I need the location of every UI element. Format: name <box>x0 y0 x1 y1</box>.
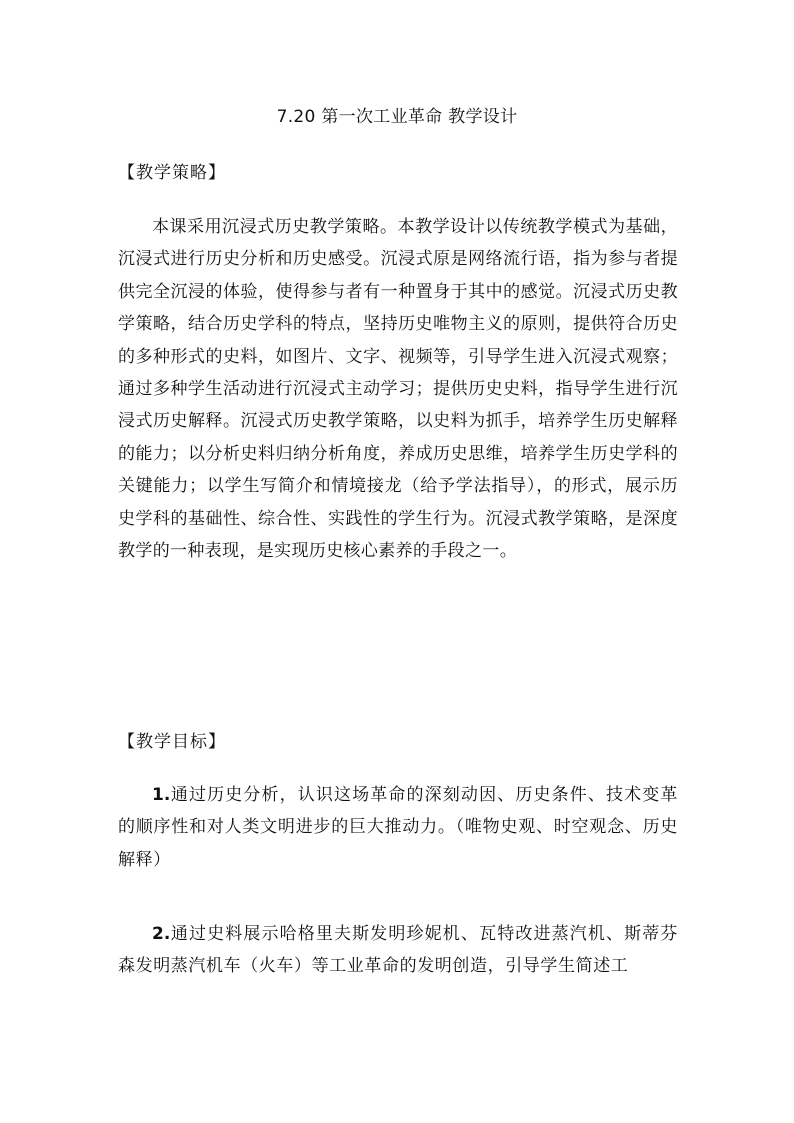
objective-number-1: 1. <box>152 785 171 805</box>
objective-text-2: 通过史料展示哈格里夫斯发明珍妮机、瓦特改进蒸汽机、斯蒂芬森发明蒸汽机车（火车）等工业革命的发明创造，引导学生简述工 <box>118 924 678 977</box>
section-heading-strategy: 【教学策略】 <box>118 163 226 183</box>
objective-item-1 <box>118 779 678 876</box>
document-title: 7.20 第一次工业革命 教学设计 <box>276 107 518 127</box>
objective-item-2 <box>118 918 678 983</box>
objective-number-2: 2. <box>152 924 171 944</box>
section-heading-objectives: 【教学目标】 <box>118 732 226 752</box>
strategy-paragraph: 本课采用沉浸式历史教学策略。本教学设计以传统教学模式为基础，沉浸式进行历史分析和历史感受。沉浸式原是网络流行语，指为参与者提供完全沉浸的体验，使得参与者有一种置身于其中的感觉。沉浸式历史教学策略，结合历史学科的特点，坚持历史唯物主义的原则，提供符合历史的多种形式的史料，如图片、文字、视频等，引导学生进入沉浸式观察；通过多种学生活动进行沉浸式主动学习；提供历史史料，指导学生进行沉浸式历史解释。沉浸式历史教学策略，以史料为抓手，培养学生历史解释的能力；以分析史料归纳分析角度，养成历史思维，培养学生历史学科的关键能力；以学生写简介和情境接龙（给予学法指导），的形式，展示历史学科的基础性、综合性、实践性的学生行为。沉浸式教学策略，是深度教学的一种表现，是实现历史核心素养的手段之一。 <box>118 217 678 562</box>
objective-text-1: 通过历史分析，认识这场革命的深刻动因、历史条件、技术变革的顺序性和对人类文明进步的巨大推动力。（唯物史观、时空观念、历史解释） <box>118 785 678 870</box>
